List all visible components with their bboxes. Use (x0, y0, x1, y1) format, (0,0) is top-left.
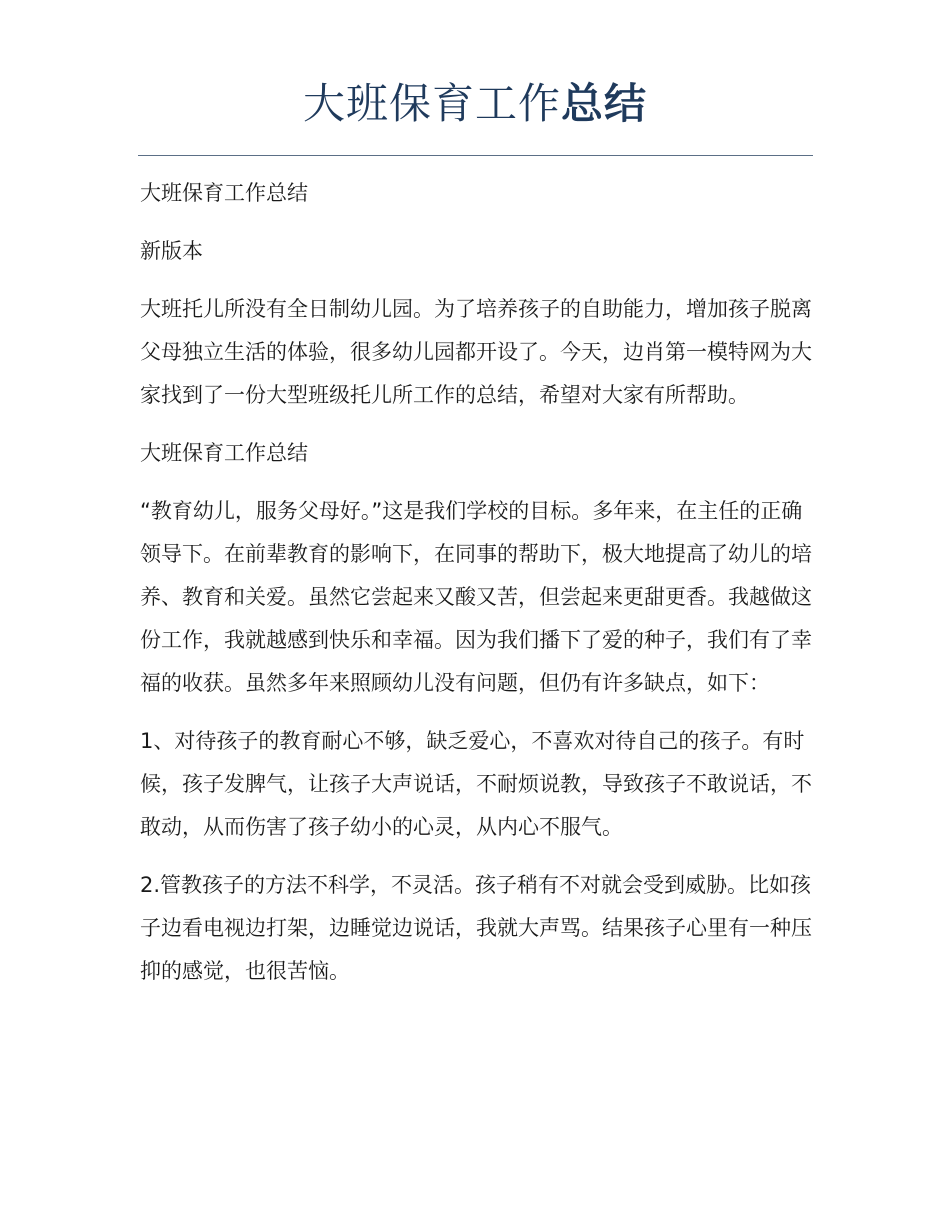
intro-paragraph: 大班托儿所没有全日制幼儿园。为了培养孩子的自助能力，增加孩子脱离父母独立生活的体验，很多幼儿园都开设了。今天，边肖第一模特网为大家找到了一份大型班级托儿所工作的总结，希望对大家有所帮助。 (140, 297, 812, 407)
title-regular-part: 大班保育工作 (302, 79, 561, 128)
list-item-paragraph: 1、对待孩子的教育耐心不够，缺乏爱心，不喜欢对待自己的孩子。有时候，孩子发脾气，让孩子大声说话，不耐烦说教，导致孩子不敢说话，不敢动，从而伤害了孩子幼小的心灵，从内心不服气。 (140, 729, 812, 839)
list-item-paragraph: 2.管教孩子的方法不科学，不灵活。孩子稍有不对就会受到威胁。比如孩子边看电视边打架，边睡觉边说话，我就大声骂。结果孩子心里有一种压抑的感觉，也很苦恼。 (140, 873, 812, 983)
title-bold-part: 总结 (561, 79, 648, 128)
version-label: 新版本 (140, 239, 203, 263)
document-title (0, 74, 950, 134)
document-body (140, 172, 814, 1008)
section-heading: 大班保育工作总结 (140, 441, 308, 465)
section-heading: 大班保育工作总结 (140, 181, 308, 205)
body-paragraph: “教育幼儿，服务父母好。”这是我们学校的目标。多年来，在主任的正确领导下。在前辈教育的影响下，在同事的帮助下，极大地提高了幼儿的培养、教育和关爱。虽然它尝起来又酸又苦，但尝起来更甜更香。我越做这份工作，我就越感到快乐和幸福。因为我们播下了爱的种子，我们有了幸福的收获。虽然多年来照顾幼儿没有问题，但仍有许多缺点，如下： (140, 499, 812, 695)
title-divider (138, 155, 813, 156)
